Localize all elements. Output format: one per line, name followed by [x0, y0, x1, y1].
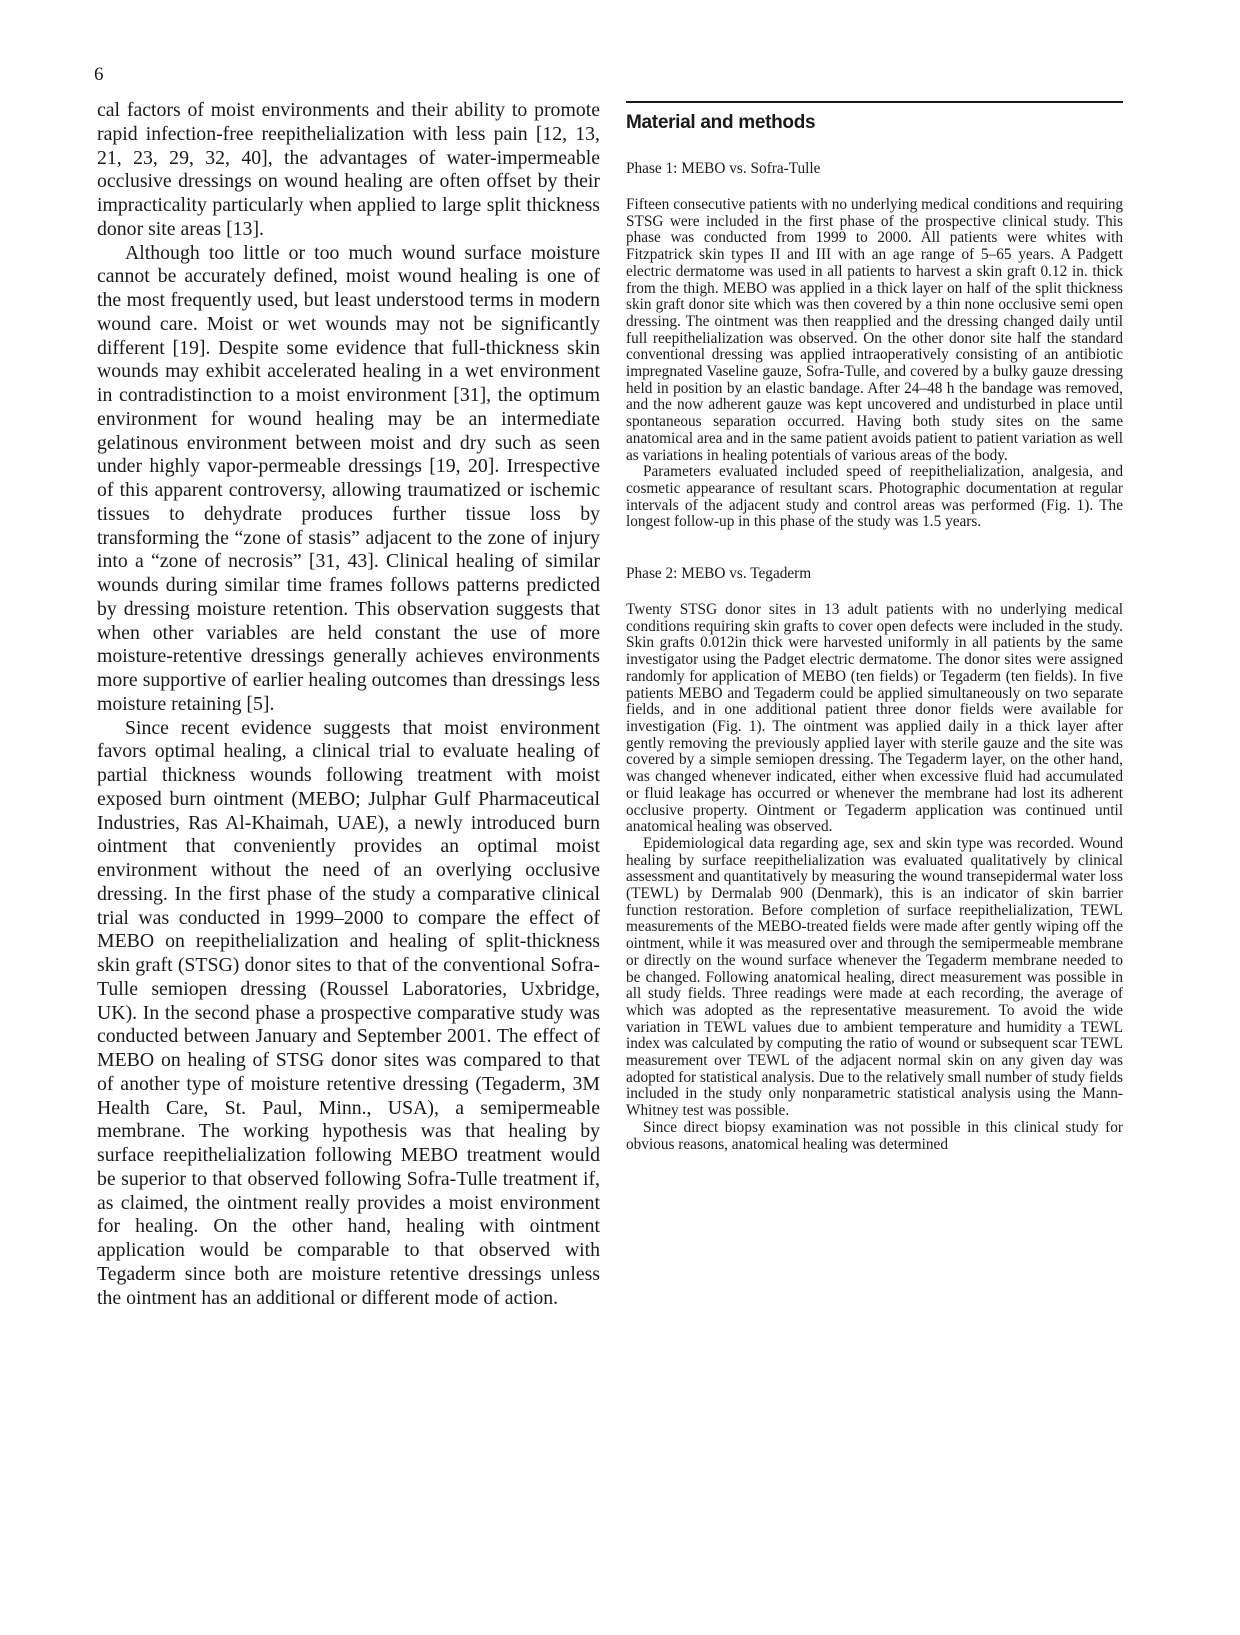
body-paragraph: Since recent evidence suggests that moist environment favors optimal healing, a clinical trial to evaluate healing of partial thickness wounds following treatment with moist exposed burn ointment (MEBO; Julphar Gulf Pharmaceutical Industries, Ras Al-Khaimah, UAE), a newly introduced burn ointment that conveniently provides an optimal moist environment without the need of an overlying occlusive dressing. In the first phase of the study a comparative clinical trial was conducted in 1999–2000 to compare the effect of MEBO on reepithelialization and healing of split-thickness skin graft (STSG) donor sites to that of the conventional Sofra-Tulle semiopen dressing (Roussel Laboratories, Uxbridge, UK). In the second phase a prospective comparative study was conducted between January and September 2001. The effect of MEBO on healing of STSG donor sites was compared to that of another type of moisture retentive dressing (Tegaderm, 3M Health Care, St. Paul, Minn., USA), a semipermeable membrane. The working hypothesis was that healing by surface reepithelialization following MEBO treatment would be superior to that observed following Sofra-Tulle treatment if, as claimed, the ointment really provides a moist environment for healing. On the other hand, healing with ointment application would be comparable to that observed with Tegaderm since both are moisture retentive dressings unless the ointment has an additional or different mode of action. — [97, 716, 600, 1309]
body-paragraph: cal factors of moist environments and their ability to promote rapid infection-free reepithelialization with less pain [12, 13, 21, 23, 29, 32, 40], the advantages of water-impermeable occlusive dressings on wound healing are often offset by their impracticality particularly when applied to large split thickness donor site areas [13]. — [97, 99, 600, 240]
right-column — [626, 101, 1123, 1153]
body-paragraph: Although too little or too much wound surface moisture cannot be accurately defined, moist wound healing is one of the most frequently used, but least understood terms in modern wound care. Moist or wet wounds may not be significantly different [19]. Despite some evidence that full-thickness skin wounds may exhibit accelerated healing in a wet environment in contradistinction to a moist environment [31], the optimum environment for wound healing may be an intermediate gelatinous environment between moist and dry such as seen under highly vapor-permeable dressings [19, 20]. Irrespective of this apparent controversy, allowing traumatized or ischemic tissues to dehydrate produces further tissue loss by transforming the “zone of stasis” adjacent to the zone of injury into a “zone of necrosis” [31, 43]. Clinical healing of similar wounds during similar time frames follows patterns predicted by dressing moisture retention. This observation suggests that when other variables are held constant the use of more moisture-retentive dressings generally achieves environments more supportive of earlier healing outcomes than dressings less moisture retaining [5]. — [97, 241, 600, 715]
section-rule — [626, 101, 1123, 103]
left-column — [97, 99, 600, 1310]
body-paragraph: Parameters evaluated included speed of reepithelialization, analgesia, and cosmetic appearance of resultant scars. Photographic documentation at regular intervals of the adjacent study and control areas was performed (Fig. 1). The longest follow-up in this phase of the study was 1.5 years. — [626, 463, 1123, 531]
page-number: 6 — [94, 64, 104, 85]
body-paragraph: Twenty STSG donor sites in 13 adult patients with no underlying medical conditions requiring skin grafts to cover open defects were included in the study. Skin grafts 0.012in thick were harvested uniformly in all patients by the same investigator using the Padget electric dermatome. The donor sites were assigned randomly for application of MEBO (ten fields) or Tegaderm (ten fields). In five patients MEBO and Tegaderm could be applied simultaneously on two separate fields, and in one additional patient three donor fields were available for investigation (Fig. 1). The ointment was applied daily in a thick layer after gently removing the previously applied layer with sterile gauze and the site was covered by a simple semiopen dressing. The Tegaderm layer, on the other hand, was changed whenever indicated, either when excessive fluid had accumulated or fluid leakage has occurred or whenever the membrane had lost its adherent occlusive property. Ointment or Tegaderm application was continued until anatomical healing was observed. — [626, 601, 1123, 836]
section-heading: Material and methods — [626, 112, 816, 133]
phase2-heading: Phase 2: MEBO vs. Tegaderm — [626, 565, 812, 583]
body-paragraph: Since direct biopsy examination was not possible in this clinical study for obvious reasons, anatomical healing was determined — [626, 1118, 1123, 1153]
body-paragraph: Fifteen consecutive patients with no underlying medical conditions and requiring STSG were included in the first phase of the prospective clinical study. This phase was conducted from 1999 to 2000. All patients were whites with Fitzpatrick skin types II and III with an age range of 5–65 years. A Padgett electric dermatome was used in all patients to harvest a skin graft 0.12 in. thick from the thigh. MEBO was applied in a thick layer on half of the split thickness skin graft donor site which was then covered by a thin none occlusive semi open dressing. The ointment was then reapplied and the dressing changed daily until full reepithelialization was observed. On the other donor site half the standard conventional dressing was applied intraoperatively consisting of an antibiotic impregnated Vaseline gauze, Sofra-Tulle, and covered by a bulky gauze dressing held in position by an elastic bandage. After 24–48 h the bandage was removed, and the now adherent gauze was kept uncovered and undisturbed in place until spontaneous separation occurred. Having both study sites on the same anatomical area and in the same patient avoids patient to patient variation as well as variations in healing potentials of various areas of the body. — [626, 196, 1123, 464]
phase1-heading: Phase 1: MEBO vs. Sofra-Tulle — [626, 160, 821, 177]
body-paragraph: Epidemiological data regarding age, sex and skin type was recorded. Wound healing by surface reepithelialization was evaluated qualitatively by clinical assessment and quantitatively by measuring the wound transepidermal water loss (TEWL) by Dermalab 900 (Denmark), this is an indicator of skin barrier function restoration. Before completion of surface reepithelialization, TEWL measurements of the MEBO-treated fields were made after gently wiping off the ointment, while it was measured over and through the semipermeable membrane or directly on the wound surface whenever the Tegaderm membrane needed to be changed. Following anatomical healing, direct measurement was possible in all study fields. Three readings were made at each recording, the average of which was adopted as the representative measurement. To avoid the wide variation in TEWL values due to ambient temperature and humidity a TEWL index was calculated by computing the ratio of wound or subsequent scar TEWL measurement over TEWL of the adjacent normal skin on any given day was adopted for statistical analysis. Due to the relatively small number of study fields included in the study only nonparametric statistical analysis using the Mann-Whitney test was possible. — [626, 834, 1123, 1120]
